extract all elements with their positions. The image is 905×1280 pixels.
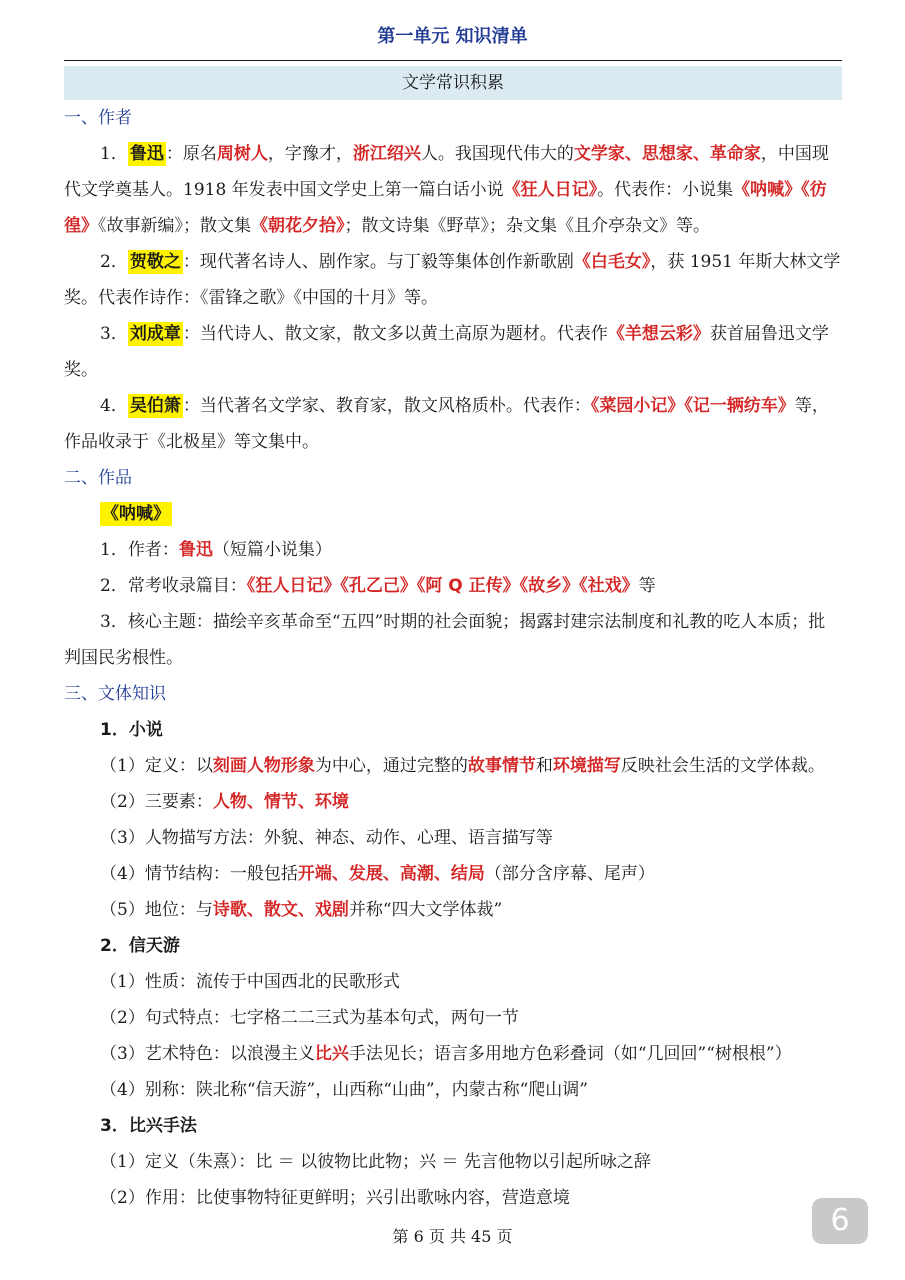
t: ：现代著名诗人、剧作家。与丁毅等集体创作新歌剧 [182,252,574,272]
name-highlight: 鲁迅 [129,144,164,164]
t: 反映社会生活的文学体裁。 [620,756,825,776]
novel-item-3: （3）人物描写方法：外貌、神态、动作、心理、语言描写等 [100,828,553,848]
t: 和 [535,756,553,776]
key-term: 《呐喊》《彷徨》 [64,180,827,236]
t: 3． [100,324,128,344]
t: 2． [100,252,128,272]
novel-item-4 [64,856,842,892]
key-term: 故事情节 [467,756,536,776]
page-number-badge: 6 [812,1198,868,1244]
t: 获首届鲁迅文学奖。 [64,324,829,380]
book-title-line [64,496,842,532]
name-highlight: 刘成章 [129,324,181,344]
t: 为中心，通过完整的 [314,756,468,776]
t: 等，作品收录于《北极星》等文集中。 [64,396,829,452]
t: （5）地位：与 [100,900,213,920]
t: ，字豫才， [267,144,353,164]
key-term: 《菜园小记》《记一辆纺车》 [590,396,795,416]
key-term: 《狂人日记》 [503,180,598,200]
t: 等 [638,576,656,596]
xintianyou-item-2: （2）句式特点：七字格二二三式为基本句式，两句一节 [100,1008,519,1028]
section-banner: 文学常识积累 [64,66,842,100]
t: 1． [100,144,128,164]
t: 。代表作：小说集 [597,180,734,200]
works-line-3: 3．核心主题：描绘辛亥革命至“五四”时期的社会面貌；揭露封建宗法制度和礼教的吃人本质；批判国民劣根性。 [64,612,826,668]
key-term: 浙江绍兴 [352,144,421,164]
t: （3）艺术特色：以浪漫主义 [100,1044,315,1064]
document-body [64,100,842,1216]
t: ：当代著名文学家、教育家，散文风格质朴。代表作： [182,396,591,416]
key-term: 《白毛女》 [573,252,651,272]
key-term: 比兴 [314,1044,349,1064]
t: 手法见长；语言多用地方色彩叠词（如“几回回”“树根根”） [348,1044,792,1064]
xintianyou-item-3 [64,1036,842,1072]
novel-item-2 [64,784,842,820]
name-highlight: 吴伯箫 [129,396,181,416]
key-term: 人物、情节、环境 [212,792,349,812]
t: ，中国现代文学奠基人。1918 年发表中国文学史上第一篇白话小说 [64,144,829,200]
book-title-highlight: 《呐喊》 [102,504,170,524]
author-wubaixiao [64,388,842,460]
xintianyou-item-4: （4）别称：陕北称“信天游”，山西称“山曲”，内蒙古称“爬山调” [100,1080,588,1100]
bixing-item-1: （1）定义（朱熹）：比 ＝ 以彼物比此物；兴 ＝ 先言他物以引起所咏之辞 [100,1152,651,1172]
header-divider [64,60,842,61]
works-line-2 [64,568,842,604]
author-liuchengzhang [64,316,842,388]
subheading-bixing: 3．比兴手法 [100,1116,197,1136]
heading-genre: 三、文体知识 [64,684,166,704]
key-term: 周树人 [216,144,268,164]
key-term: 鲁迅 [178,540,213,560]
key-term: 文学家、思想家、革命家 [573,144,761,164]
name-highlight: 贺敬之 [129,252,181,272]
t: （1）定义：以 [100,756,213,776]
t: ；散文诗集《野草》；杂文集《且介亭杂文》等。 [344,216,710,236]
t: 《故事新编》；散文集 [98,216,251,236]
t: 2．常考收录篇目： [100,576,247,596]
t: 人。我国现代伟大的 [420,144,574,164]
subheading-xintianyou: 2．信天游 [100,936,180,956]
key-term: 《羊想云彩》 [607,324,710,344]
author-hejingzhi [64,244,842,316]
novel-item-5 [64,892,842,928]
t: 1．作者： [100,540,179,560]
key-term: 环境描写 [552,756,621,776]
key-term: 刻画人物形象 [212,756,315,776]
t: （2）三要素： [100,792,213,812]
novel-item-1 [64,748,842,784]
t: （4）情节结构：一般包括 [100,864,298,884]
t: （短篇小说集） [212,540,332,560]
heading-authors: 一、作者 [64,108,132,128]
t: （部分含序幕、尾声） [484,864,655,884]
author-luxun [64,136,842,244]
t: ，获 1951 年斯大林文学奖。代表作诗作：《雷锋之歌》《中国的十月》等。 [64,252,841,308]
bixing-item-2: （2）作用：比使事物特征更鲜明；兴引出歌咏内容，营造意境 [100,1188,570,1208]
key-term: 开端、发展、高潮、结局 [297,864,485,884]
key-term: 诗歌、散文、戏剧 [212,900,349,920]
subheading-novel: 1．小说 [100,720,163,740]
t: ：当代诗人、散文家，散文多以黄土高原为题材。代表作 [182,324,608,344]
t: 并称“四大文学体裁” [348,900,503,920]
xintianyou-item-1: （1）性质：流传于中国西北的民歌形式 [100,972,400,992]
page-header-title: 第一单元 知识清单 [377,26,528,47]
t: ：原名 [165,144,217,164]
t: 4． [100,396,128,416]
key-term: 《狂人日记》《孔乙己》《阿 Q 正传》《故乡》《社戏》 [246,576,639,596]
page-footer: 第 6 页 共 45 页 [392,1227,513,1246]
works-line-1 [64,532,842,568]
key-term: 《朝花夕拾》 [251,216,345,236]
heading-works: 二、作品 [64,468,132,488]
